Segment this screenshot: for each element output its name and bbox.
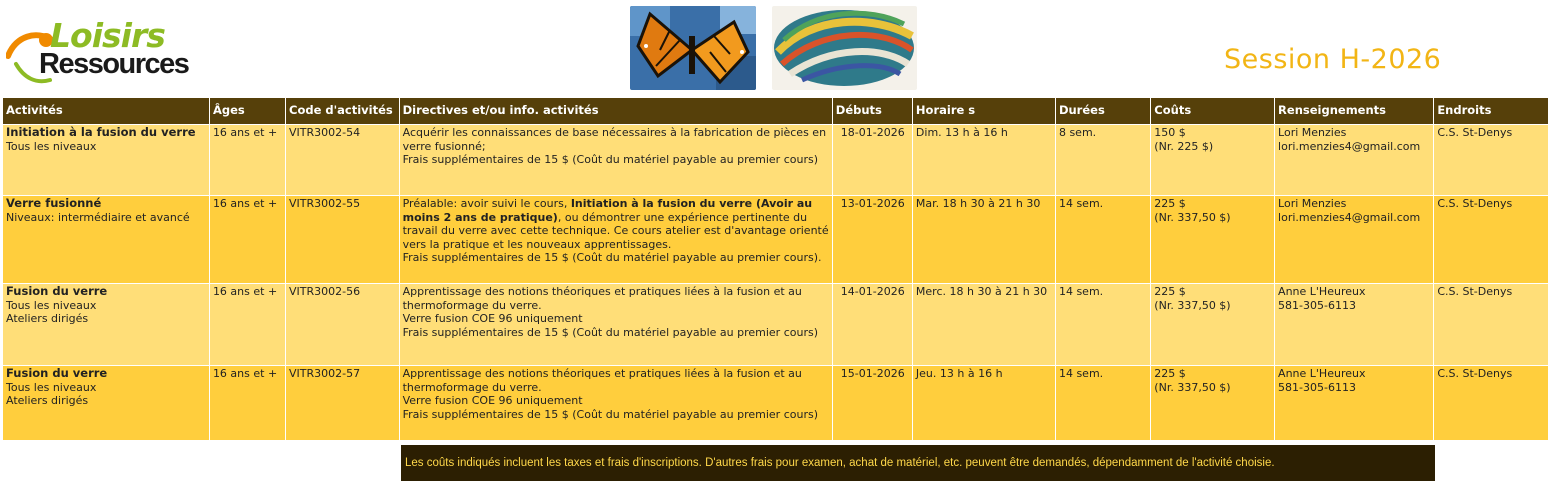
duration-cell: 14 sem. — [1056, 284, 1150, 365]
table-row — [3, 125, 1548, 195]
place-cell: C.S. St-Denys — [1434, 196, 1548, 283]
col-header-ages: Âges — [210, 98, 285, 124]
contact-phone: 581-305-6113 — [1278, 380, 1356, 394]
activity-cell — [3, 366, 209, 440]
col-header-renseignements: Renseignements — [1275, 98, 1433, 124]
contact-name: Lori Menzies — [1278, 197, 1347, 210]
code-cell: VITR3002-55 — [286, 196, 399, 283]
cost-cell — [1151, 125, 1274, 195]
cost-value: 225 $ — [1154, 285, 1186, 298]
duration-cell: 8 sem. — [1056, 125, 1150, 195]
contact-cell — [1275, 284, 1433, 365]
place-cell: C.S. St-Denys — [1434, 366, 1548, 440]
directives-cell — [400, 284, 832, 365]
directive-line: Frais supplémentaires de 15 $ (Coût du matériel payable au premier cours) — [402, 153, 818, 167]
schedule-cell: Dim. 13 h à 16 h — [913, 125, 1055, 195]
start-date-cell: 15-01-2026 — [833, 366, 912, 440]
place-cell: C.S. St-Denys — [1434, 125, 1548, 195]
directives-cell — [400, 125, 832, 195]
contact-cell — [1275, 125, 1433, 195]
cost-nonresident: (Nr. 225 $) — [1154, 139, 1214, 153]
schedule-cell: Jeu. 13 h à 16 h — [913, 366, 1055, 440]
cost-nonresident: (Nr. 337,50 $) — [1154, 380, 1231, 394]
age-cell: 16 ans et + — [210, 284, 285, 365]
loisirs-ressources-logo[interactable] — [6, 18, 196, 92]
cost-cell — [1151, 366, 1274, 440]
directive-prefix: Préalable: avoir suivi le cours, — [402, 197, 571, 210]
col-header-code: Code d'activités — [286, 98, 399, 124]
cost-nonresident: (Nr. 337,50 $) — [1154, 210, 1231, 224]
directive-suffix: , ou démontrer une expérience pertinente du travail du verre avec cette technique. Ce cours atelier est d'avantage orienté vers la pratique et les nouveaux apprentissages. — [402, 210, 829, 251]
col-header-endroits: Endroits — [1434, 98, 1548, 124]
start-date-cell: 13-01-2026 — [833, 196, 912, 283]
contact-name: Anne L'Heureux — [1278, 285, 1366, 298]
activities-table — [2, 97, 1549, 441]
contact-email[interactable]: lori.menzies4@gmail.com — [1278, 139, 1421, 153]
schedule-cell: Merc. 18 h 30 à 21 h 30 — [913, 284, 1055, 365]
directives-cell — [400, 196, 832, 283]
activity-title: Verre fusionné — [6, 196, 102, 210]
activity-level: Tous les niveaux — [6, 298, 97, 312]
activity-title: Fusion du verre — [6, 284, 108, 298]
activity-format: Ateliers dirigés — [6, 394, 89, 408]
activity-title: Initiation à la fusion du verre — [6, 125, 196, 139]
directive-line: Frais supplémentaires de 15 $ (Coût du matériel payable au premier cours) — [402, 407, 818, 421]
cost-value: 225 $ — [1154, 367, 1186, 380]
cost-nonresident: (Nr. 337,50 $) — [1154, 298, 1231, 312]
contact-name: Lori Menzies — [1278, 126, 1347, 139]
age-cell: 16 ans et + — [210, 196, 285, 283]
contact-phone: 581-305-6113 — [1278, 298, 1356, 312]
duration-cell: 14 sem. — [1056, 196, 1150, 283]
contact-name: Anne L'Heureux — [1278, 367, 1366, 380]
activity-level: Niveaux: intermédiaire et avancé — [6, 210, 190, 224]
code-cell: VITR3002-54 — [286, 125, 399, 195]
cost-cell — [1151, 284, 1274, 365]
logo-word-ressources: Ressources — [39, 48, 189, 80]
activity-cell — [3, 125, 209, 195]
col-header-directives: Directives et/ou info. activités — [400, 98, 832, 124]
table-row — [3, 366, 1548, 440]
col-header-debuts: Débuts — [833, 98, 912, 124]
activity-cell — [3, 284, 209, 365]
cost-value: 225 $ — [1154, 197, 1186, 210]
start-date-cell: 18-01-2026 — [833, 125, 912, 195]
activity-level: Tous les niveaux — [6, 380, 97, 394]
directive-line: Frais supplémentaires de 15 $ (Coût du matériel payable au premier cours). — [402, 251, 822, 265]
place-cell: C.S. St-Denys — [1434, 284, 1548, 365]
contact-cell — [1275, 366, 1433, 440]
start-date-cell: 14-01-2026 — [833, 284, 912, 365]
activity-title: Fusion du verre — [6, 366, 108, 380]
directive-line: Apprentissage des notions théoriques et pratiques liées à la fusion et au thermoformage du verre. — [402, 285, 802, 312]
directives-cell — [400, 366, 832, 440]
footer-note: Les coûts indiqués incluent les taxes et frais d'inscriptions. D'autres frais pour examen, achat de matériel, etc. peuvent être demandés, dépendamment de l'activité choisie. — [401, 445, 1435, 481]
butterfly-stained-glass-image — [630, 6, 756, 90]
table-row — [3, 284, 1548, 365]
table-row — [3, 196, 1548, 283]
activity-format: Ateliers dirigés — [6, 312, 89, 326]
schedule-cell: Mar. 18 h 30 à 21 h 30 — [913, 196, 1055, 283]
session-label: Session H-2026 — [1224, 44, 1442, 75]
activity-cell — [3, 196, 209, 283]
directive-prerequisite: Initiation à la fusion du verre (Avoir au moins 2 ans de pratique) — [402, 197, 813, 224]
code-cell: VITR3002-57 — [286, 366, 399, 440]
directive-line: Verre fusion COE 96 uniquement — [402, 312, 583, 326]
contact-email[interactable]: lori.menzies4@gmail.com — [1278, 210, 1421, 224]
col-header-couts: Coûts — [1151, 98, 1274, 124]
glass-mosaic-bowl-image — [772, 6, 917, 90]
col-header-durees: Durées — [1056, 98, 1150, 124]
directive-line: Frais supplémentaires de 15 $ (Coût du matériel payable au premier cours) — [402, 325, 818, 339]
age-cell: 16 ans et + — [210, 366, 285, 440]
table-header-row — [3, 98, 1548, 124]
activity-level: Tous les niveaux — [6, 139, 97, 153]
col-header-activites: Activités — [3, 98, 209, 124]
directive-line: Verre fusion COE 96 uniquement — [402, 394, 583, 408]
col-header-horaires: Horaire s — [913, 98, 1055, 124]
directive-line: Acquérir les connaissances de base nécessaires à la fabrication de pièces en verre fusionné; — [402, 126, 827, 153]
duration-cell: 14 sem. — [1056, 366, 1150, 440]
cost-value: 150 $ — [1154, 126, 1186, 139]
logo-word-loisirs: Loisirs — [50, 16, 165, 55]
code-cell: VITR3002-56 — [286, 284, 399, 365]
age-cell: 16 ans et + — [210, 125, 285, 195]
cost-cell — [1151, 196, 1274, 283]
directive-line: Apprentissage des notions théoriques et pratiques liées à la fusion et au thermoformage du verre. — [402, 367, 802, 394]
contact-cell — [1275, 196, 1433, 283]
